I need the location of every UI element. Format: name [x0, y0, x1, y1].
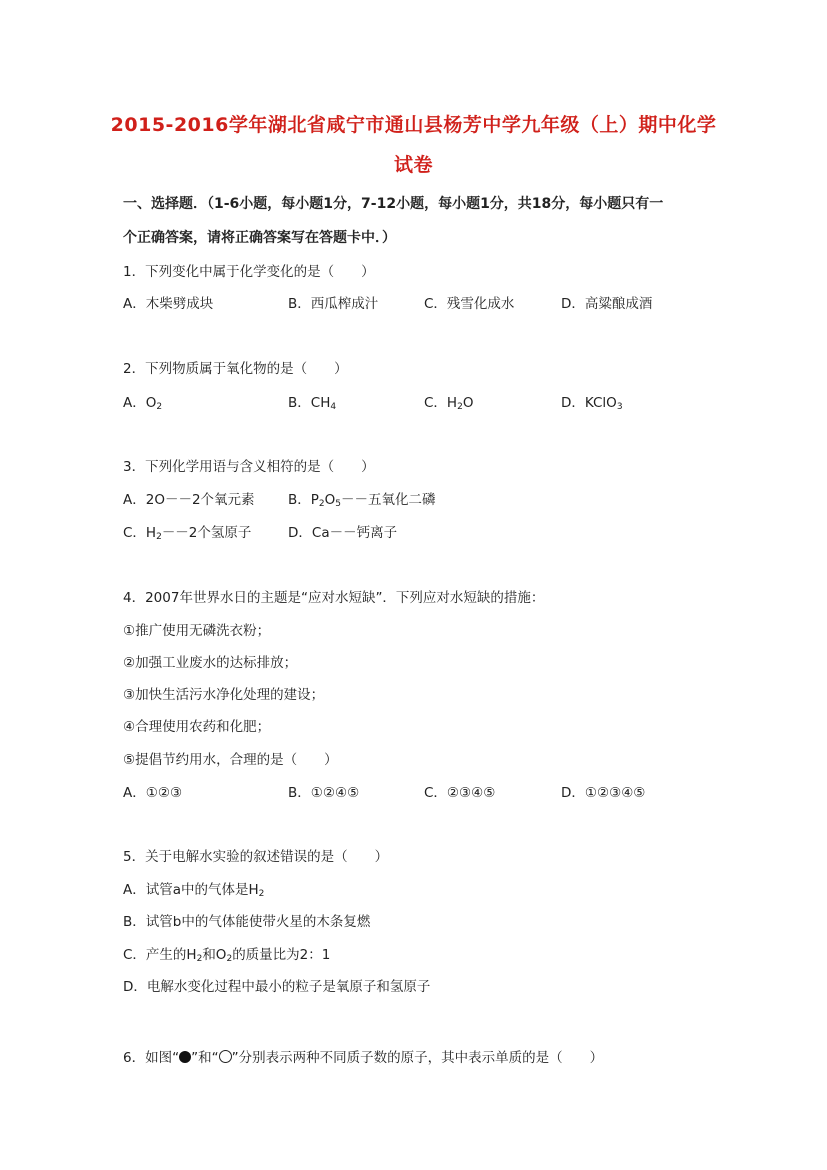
question-2-stem: 2．下列物质属于氧化物的是（ ） [123, 361, 348, 377]
question-4-item-3: ③加快生活污水净化处理的建设； [123, 687, 325, 703]
question-2-option-b: B．$CH_4$ [288, 395, 337, 412]
question-3-option-c: C．$H_2--2$个氢原子 [123, 525, 252, 542]
question-1-option-d: D．高粱酿成酒 [561, 296, 653, 312]
question-2-option-d: D．KClO$_3$ [561, 395, 623, 412]
question-1-option-c: C．残雪化成水 [424, 296, 515, 312]
question-4-item-1: ①推广使用无磷洗衣粉； [123, 623, 271, 639]
question-4-item-4: ④合理使用农药和化肥； [123, 719, 271, 735]
question-1-option-b: B．西瓜榨成汁 [288, 296, 379, 312]
question-5-option-a: A．试管a中的气体是$H_2$ [123, 882, 265, 899]
question-3-stem: 3．下列化学用语与含义相符的是（ ） [123, 459, 375, 475]
question-1-option-a: A．木柴劈成块 [123, 296, 214, 312]
question-4-item-5: ⑤提倡节约用水，合理的是（ ） [123, 752, 338, 768]
question-2-option-c: C．$H_2O$ [424, 395, 474, 412]
question-5-option-c: C．产生的$H_2$和$O_2$的质量比为2：1 [123, 947, 331, 964]
document-title-line2: 试卷 [393, 154, 433, 176]
question-4-option-b: B．①②④⑤ [288, 785, 360, 801]
question-2-option-a: A．$O_2$ [123, 395, 163, 412]
section-heading-line1: 一、选择题．（1-6小题，每小题1分，7-12小题，每小题1分，共18分，每小题只有一 [123, 196, 664, 212]
question-4-option-a: A．①②③ [123, 785, 183, 801]
question-5-stem: 5．关于电解水实验的叙述错误的是（ ） [123, 849, 389, 865]
question-3-option-d: D．Ca－－钙离子 [288, 525, 398, 541]
question-4-item-2: ②加强工业废水的达标排放； [123, 655, 298, 671]
question-6-stem: 6．如图“ ”和“ ”分别表示两种不同质子数的原子，其中表示单质的是（ ） [123, 1050, 604, 1066]
black-atom-icon [179, 1051, 191, 1063]
question-1-stem: 1．下列变化中属于化学变化的是（ ） [123, 264, 375, 280]
question-4-option-d: D．①②③④⑤ [561, 785, 646, 801]
section-heading [123, 193, 723, 249]
document-title-line1: 2015-2016学年湖北省咸宁市通山县杨芳中学九年级（上）期中化学 [110, 114, 717, 136]
question-4-option-c: C．②③④⑤ [424, 785, 496, 801]
white-atom-icon [219, 1050, 232, 1063]
question-3-option-b: B．$P_2O_5--$五氧化二磷 [288, 492, 436, 509]
question-5-option-b: B．试管b中的气体能使带火星的木条复燃 [123, 914, 371, 930]
question-5-option-d: D．电解水变化过程中最小的粒子是氧原子和氢原子 [123, 979, 431, 995]
question-3-option-a: A．2O－－2个氧元素 [123, 492, 255, 508]
section-heading-line2: 个正确答案，请将正确答案写在答题卡中．） [123, 230, 396, 246]
question-4-stem: 4．2007年世界水日的主题是“应对水短缺”．下列应对水短缺的措施： [123, 590, 545, 606]
